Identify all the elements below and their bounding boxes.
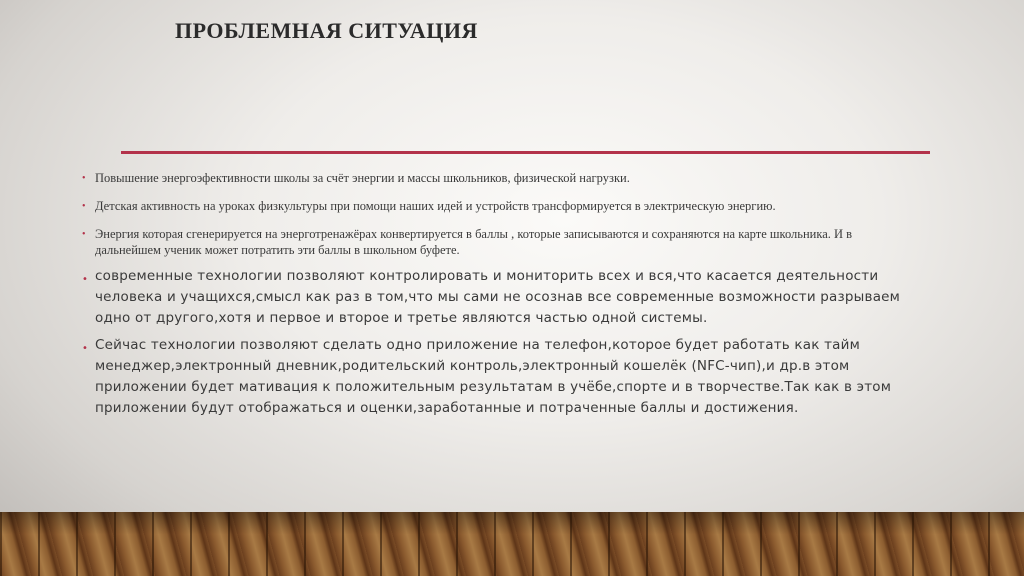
bullet-icon: • — [82, 173, 86, 184]
title-divider — [121, 151, 930, 154]
bullet-icon: • — [82, 229, 86, 240]
list-item — [80, 266, 910, 329]
list-item — [80, 335, 910, 419]
slide-title: ПРОБЛЕМНАЯ СИТУАЦИЯ — [175, 18, 478, 43]
list-item-text: Повышение энергоэфективности школы за счёт энергии и массы школьников, физической нагрузки. — [95, 171, 630, 185]
list-item — [80, 198, 910, 214]
list-item-text: Сейчас технологии позволяют сделать одно приложение на телефон,которое будет работать как тайм менеджер,электронный дневник,родительский контроль,электронный кошелёк (NFC-чип),и др.в этом приложении будет мативация к положительным результатам в учёбе,спорте и в творчестве.Так как в этом приложении будут отображаться и оценки,заработанные и потраченные баллы и достижения. — [95, 337, 892, 416]
floor-planks — [0, 512, 1024, 576]
list-item — [80, 170, 910, 186]
list-item — [80, 226, 910, 258]
list-item-text: Детская активность на уроках физкультуры при помощи наших идей и устройств трансформируется в электрическую энергию. — [95, 199, 776, 213]
list-item-text: современные технологии позволяют контролировать и мониторить всех и вся,что касается деятельности человека и учащихся,смысл как раз в том,что мы сами не осознав все современные возможности разрываем одно от другого,хотя и первое и второе и третье являются частью одной системы. — [95, 268, 901, 326]
list-item-text: Энергия которая сгенерируется на энерготренажёрах конвертируется в баллы , которые записываются и сохраняются на карте школьника. И в дальнейшем ученик может потратить эти баллы в школьном буфете. — [95, 227, 853, 257]
bullet-icon: • — [82, 343, 89, 354]
bullet-icon: • — [82, 201, 86, 212]
bullet-icon: • — [82, 274, 89, 285]
bullet-list — [80, 170, 910, 425]
